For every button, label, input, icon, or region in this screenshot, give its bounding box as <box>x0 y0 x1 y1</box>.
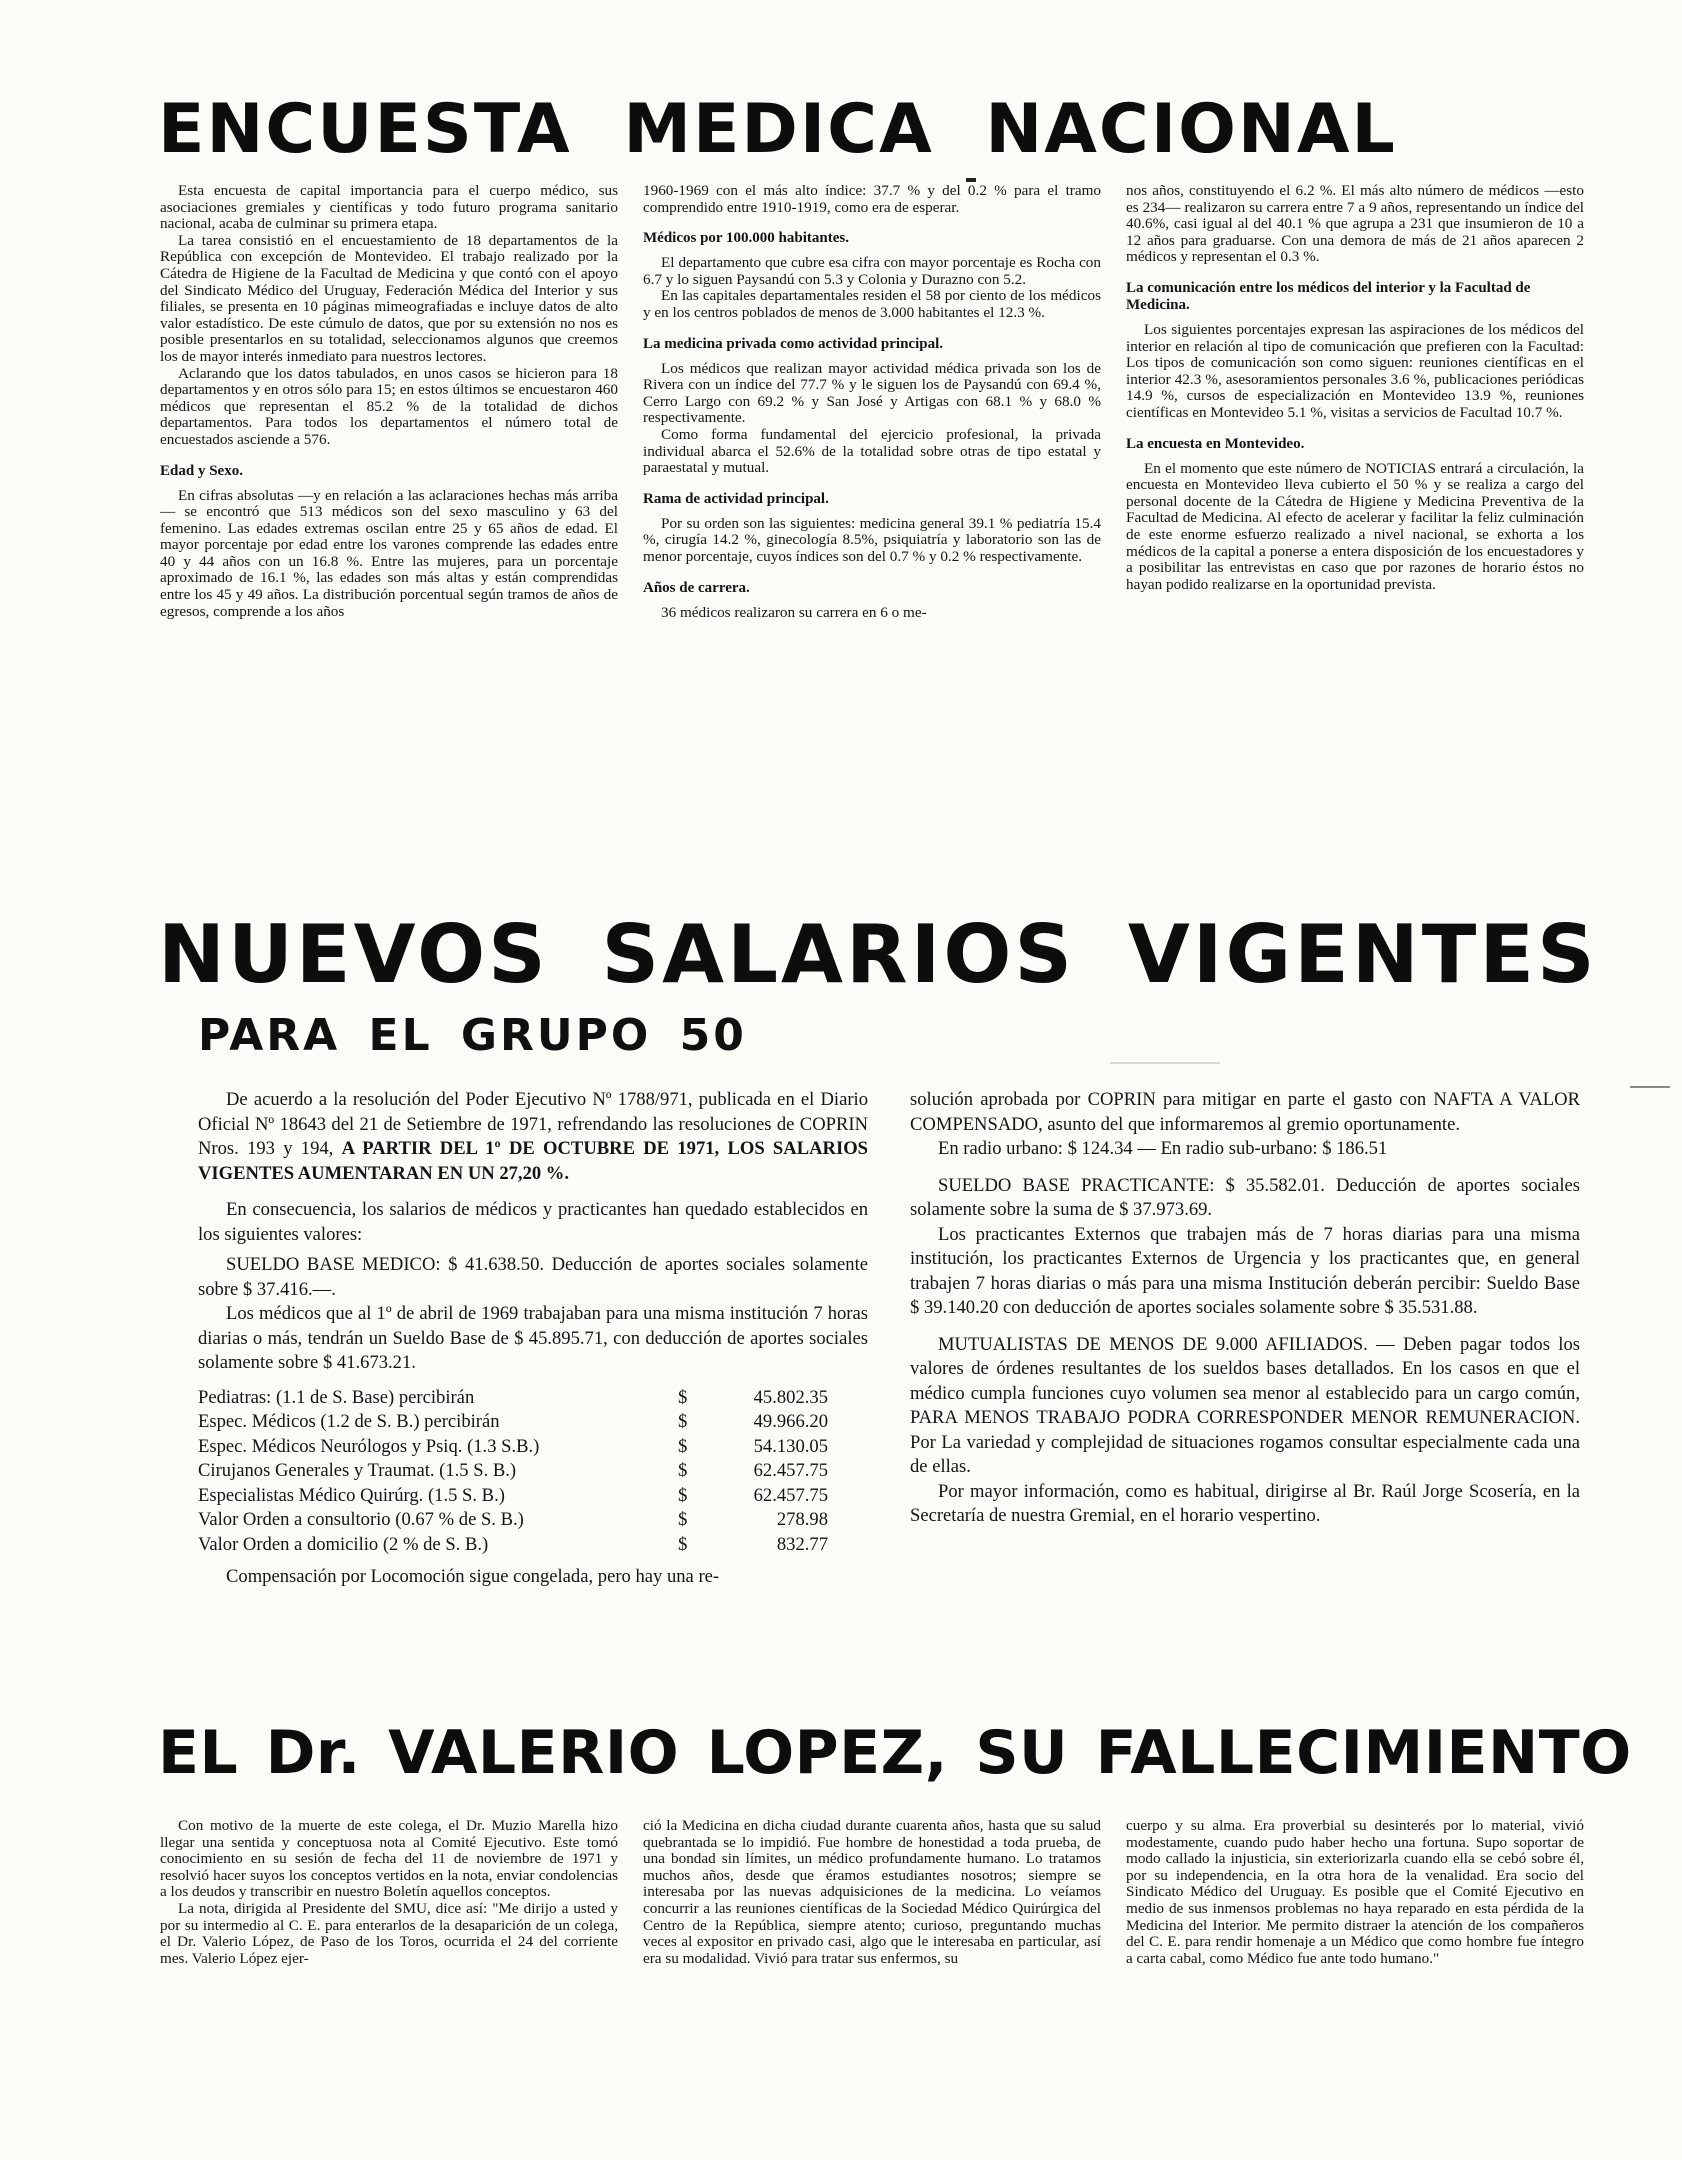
emphasized-text: A PARTIR DEL 1º DE OCTUBRE DE 1971, LOS SALARIOS VIGENTES AUMENTARAN EN UN 27,20 %. <box>198 1138 868 1184</box>
rate-amount: 278.98 <box>776 1509 828 1530</box>
paragraph: nos años, constituyendo el 6.2 %. El más alto número de médicos —esto es 234— realizaron su carrera entre 7 a 9 años, representando un índice del 40.6%, casi igual al del 40.1 % que agrupa a 231 que insumieron de 10 a 12 años para graduarse. Con una demora de más de 21 años aparecen 2 médicos y representan el 0.3 %. <box>1126 183 1584 266</box>
rate-label: Valor Orden a domicilio (2 % de S. B.) <box>198 1533 489 1555</box>
paragraph: Los practicantes Externos que trabajen más de 7 horas diarias para una misma institución, los practicantes Externos de Urgencia y los practicantes que, en general trabajen 7 horas diarias o más para una misma Institución deberán percibir: Sueldo Base $ 39.140.20 con deducción de aportes sociales solamente sobre $ 35.531.88. <box>910 1223 1580 1318</box>
rate-label: Especialistas Médico Quirúrg. (1.5 S. B.) <box>198 1484 505 1506</box>
currency-symbol: $ <box>678 1484 688 1506</box>
article-column <box>643 183 1101 833</box>
paragraph: cuerpo y su alma. Era proverbial su desinterés por lo material, vivió modestamente, cuando pudo haber hecho una fortuna. Supo soportar de modo callado la injusticia, sin exteriorizarla cuando ella se cebó sobre él, por su independencia, en la otra hora de la venalidad. Era socio del Sindicato Médico del Uruguay. Es posible que el Comité Ejecutivo en medio de sus inmensos problemas no haya reparado en esta pérdida de la Medicina del Interior. Me permito distraer la atención de los compañeros del C. E. para rendir homenaje a un Médico que como hombre fue íntegro a carta cabal, como Médico fue ante todo humano." <box>1126 1818 1584 1967</box>
paragraph: Aclarando que los datos tabulados, en unos casos se hicieron para 18 departamentos y en otros sólo para 15; en estos últimos se encuestaron 460 médicos que representan el 85.2 % de la totalidad de dichos departamentos. Para todos los departamentos el número total de encuestados asciende a 576. <box>160 364 618 448</box>
rate-amount: 832.77 <box>776 1533 828 1555</box>
article-column <box>643 1818 1101 2088</box>
salary-rate-row <box>198 1459 828 1484</box>
paragraph: En radio urbano: $ 124.34 — En radio sub-urbano: $ 186.51 <box>938 1138 1388 1159</box>
article-body-encuesta <box>160 183 1584 833</box>
paragraph: Con motivo de la muerte de este colega, el Dr. Muzio Marella hizo llegar una sentida y conceptuosa nota al Comité Ejecutivo. Este tomó conocimiento en su sesión de fecha del 11 de noviembre de 1971 y resolvió hacer suyos los conceptos vertidos en la nota, enviar condolencias a los deudos y transcribir en nuestro Boletín aquellos conceptos. <box>160 1818 618 1901</box>
article-headline-fallecimiento: EL Dr. VALERIO LOPEZ, SU FALLECIMIENTO <box>158 1718 1632 1788</box>
article-column-right <box>910 1088 1580 1668</box>
paragraph: Los médicos que al 1º de abril de 1969 trabajaban para una misma institución 7 horas diarias o más, tendrán un Sueldo Base de $ 45.895.71, con deducción de aportes sociales solamente sobre $ 41.673.21. <box>198 1303 868 1373</box>
salary-rate-row <box>198 1508 828 1533</box>
article-column <box>160 1818 618 2088</box>
print-smudge <box>1630 1086 1670 1088</box>
section-subheading: La encuesta en Montevideo. <box>1126 435 1305 452</box>
rate-label: Espec. Médicos Neurólogos y Psiq. (1.3 S.B.) <box>198 1435 540 1457</box>
article-body-salarios <box>198 1088 1580 1668</box>
article-column <box>160 183 618 833</box>
section-subheading: La comunicación entre los médicos del interior y la Facultad de Medicina. <box>1126 279 1531 313</box>
paragraph: 36 médicos realizaron su carrera en 6 o me- <box>661 603 927 621</box>
rate-amount: 45.802.35 <box>753 1386 828 1408</box>
salary-rate-row <box>198 1386 828 1411</box>
currency-symbol: $ <box>678 1411 688 1432</box>
paragraph: En consecuencia, los salarios de médicos y practicantes han quedado establecidos en los siguientes valores: <box>198 1199 868 1245</box>
article-column <box>1126 183 1584 833</box>
rate-label: Valor Orden a consultorio (0.67 % de S. B.) <box>198 1509 524 1530</box>
paragraph: SUELDO BASE MEDICO: $ 41.638.50. Deducción de aportes sociales solamente sobre $ 37.416.—. <box>198 1254 868 1300</box>
section-subheading: Médicos por 100.000 habitantes. <box>643 230 849 247</box>
paragraph: SUELDO BASE PRACTICANTE: $ 35.582.01. Deducción de aportes sociales solamente sobre la suma de $ 37.973.69. <box>910 1174 1580 1220</box>
paragraph: La nota, dirigida al Presidente del SMU, dice así: "Me dirijo a usted y por su intermedio al C. E. para enterarlos de la desaparición de un colega, el Dr. Valerio López, de Paso de los Toros, ocurrida el 24 del corriente mes. Valerio López ejer- <box>160 1899 618 1967</box>
paragraph <box>198 1088 868 1186</box>
salary-rate-row <box>198 1533 828 1558</box>
currency-symbol: $ <box>678 1533 688 1555</box>
salary-rate-row <box>198 1435 828 1460</box>
article-body-fallecimiento <box>160 1818 1584 2088</box>
rate-label: Cirujanos Generales y Traumat. (1.5 S. B.) <box>198 1460 517 1481</box>
currency-symbol: $ <box>678 1509 688 1530</box>
paragraph: solución aprobada por COPRIN para mitigar en parte el gasto con NAFTA A VALOR COMPENSADO, asunto del que informaremos al gremio oportunamente. <box>910 1089 1580 1135</box>
paragraph: ció la Medicina en dicha ciudad durante cuarenta años, hasta que su salud quebrantada se lo impidió. Fue hombre de honestidad a toda prueba, de una bondad sin límites, un médico profundamente humano. Lo tratamos muchos años, desde que éramos estudiantes nosotros; siempre se interesaba por las nuevas adquisiciones de la medicina. Lo veíamos concurrir a las reuniones científicas de la Sociedad Médico Quirúrgica del Centro de la República, siempre atento; curioso, preguntando muchas veces al expositor en privado casi, algo que le interesaba en particular, así era su modalidad. Vivió para tratar sus enfermos, su <box>643 1818 1101 1967</box>
paragraph: Los médicos que realizan mayor actividad médica privada son los de Rivera con un índice del 77.7 % y le siguen los de Paysandú con 69.4 %, Cerro Largo con 69.2 % y San José y Artigas con 68.1 % y 68.0 % respectivamente. <box>643 359 1101 427</box>
rate-amount: 62.457.75 <box>753 1484 828 1506</box>
salary-rate-row <box>198 1484 828 1509</box>
print-smudge <box>966 178 976 182</box>
rate-label: Espec. Médicos (1.2 de S. B.) percibirán <box>198 1411 500 1432</box>
article-headline-salarios: NUEVOS SALARIOS VIGENTES <box>158 908 1598 1001</box>
currency-symbol: $ <box>678 1435 688 1457</box>
article-headline-encuesta: ENCUESTA MEDICA NACIONAL <box>158 90 1397 169</box>
section-subheading: La medicina privada como actividad principal. <box>643 335 944 352</box>
paragraph: El departamento que cubre esa cifra con mayor porcentaje es Rocha con 6.7 y lo siguen Paysandú con 5.3 y Colonia y Durazno con 5.2. <box>643 254 1101 288</box>
paragraph: Por mayor información, como es habitual, dirigirse al Br. Raúl Jorge Scosería, en la Secretaría de nuestra Gremial, en el horario vespertino. <box>910 1480 1580 1526</box>
article-subheadline: PARA EL GRUPO 50 <box>198 1010 747 1061</box>
rate-amount: 62.457.75 <box>753 1460 828 1481</box>
section-subheading: Años de carrera. <box>643 579 750 596</box>
paragraph: Compensación por Locomoción sigue congelada, pero hay una re- <box>226 1566 720 1587</box>
currency-symbol: $ <box>678 1386 688 1408</box>
rate-amount: 54.130.05 <box>753 1435 828 1457</box>
paragraph: Por su orden son las siguientes: medicina general 39.1 % pediatría 15.4 %, cirugía 14.2 %, ginecología 8.5%, psiquiatría y laboratorio son las de menor porcentaje, cuyos índices son del 0.7 % y 0.2 % respectivamente. <box>643 514 1101 565</box>
section-subheading: Edad y Sexo. <box>160 462 243 479</box>
paragraph: La tarea consistió en el encuestamiento de 18 departamentos de la República con excepción de Montevideo. El trabajo realizado por la Cátedra de Higiene de la Facultad de Medicina y que contó con el apoyo del Sindicato Médico del Uruguay, Federación Médica del Interior y sus filiales, se presenta en 10 páginas mimeografiadas e incluye datos de alto valor estadístico. De este cúmulo de datos, que por su extensión no nos es posible presentarlos en su totalidad, seleccionamos algunos que creemos los de mayor interés inmediato para nuestros lectores. <box>160 231 618 365</box>
paragraph: En las capitales departamentales residen el 58 por ciento de los médicos y en los centros poblados de menos de 3.000 habitantes el 12.3 %. <box>643 287 1101 321</box>
paragraph-text: De acuerdo a la resolución del Poder Ejecutivo Nº 1788/971, publicada en el Diario Oficial Nº 18643 del 21 de Setiembre de 1971, refrendando las resoluciones de COPRIN Nros. 193 y 194, <box>198 1089 868 1159</box>
paragraph: Como forma fundamental del ejercicio profesional, la privada individual abarca el 52.6% de la totalidad sobre otras de tipo estatal y paraestatal y mutual. <box>643 425 1101 477</box>
paragraph: En el momento que este número de NOTICIAS entrará a circulación, la encuesta en Montevideo lleva cubierto el 50 % y se realiza a cargo del personal docente de la Cátedra de Higiene y Medicina Preventiva de la Facultad de Medicina. Al efecto de acelerar y facilitar la feliz culminación de este enorme esfuerzo realizado a nivel nacional, se exhorta a los médicos de la capital a ponerse a entera disposición de los encuestadores y a posibilitar las entrevistas en caso que por razones de horario éstos no hayan podido realizarse en la oportunidad prevista. <box>1126 459 1584 593</box>
paragraph: Esta encuesta de capital importancia para el cuerpo médico, sus asociaciones gremiales y científicas y todo futuro programa sanitario nacional, acaba de culminar su primera etapa. <box>160 183 618 233</box>
article-column <box>1126 1818 1584 2088</box>
section-subheading: Rama de actividad principal. <box>643 490 829 507</box>
paragraph: MUTUALISTAS DE MENOS DE 9.000 AFILIADOS. — Deben pagar todos los valores de órdenes resultantes de los sueldos bases detallados. En los casos en que el médico cumpla funciones cuyo volumen sea menor al establecido para un cargo común, PARA MENOS TRABAJO PODRA CORRESPONDER MENOR REMUNERACION. Por La variedad y complejidad de situaciones rogamos consultar especialmente cada una de ellas. <box>910 1333 1580 1477</box>
paragraph: 1960-1969 con el más alto índice: 37.7 % y del 0.2 % para el tramo comprendido entre 1910-1919, como era de esperar. <box>643 183 1101 216</box>
salary-rate-row <box>198 1410 828 1435</box>
currency-symbol: $ <box>678 1460 688 1481</box>
article-column-left <box>198 1088 868 1668</box>
paragraph: Los siguientes porcentajes expresan las aspiraciones de los médicos del interior en relación al tipo de comunicación que prefieren con la Facultad: Los tipos de comunicación son como siguen: reuniones científicas en el interior 42.3 %, asesoramientos personales 3.6 %, publicaciones periódicas 14.9 %, cursos de especialización en Montevideo 13.9 %, reuniones científicas en Montevideo 5.1 %, visitas a servicios de Facultad 10.7 %. <box>1126 320 1584 421</box>
rate-label: Pediatras: (1.1 de S. Base) percibirán <box>198 1386 475 1408</box>
rate-amount: 49.966.20 <box>753 1411 828 1432</box>
salary-rates-table <box>198 1386 828 1558</box>
paragraph: En cifras absolutas —y en relación a las aclaraciones hechas más arriba— se encontró que 513 médicos son del sexo masculino y 63 del femenino. Las edades extremas oscilan entre 25 y 65 años de edad. El mayor porcentaje por edad entre los varones comprende las edades entre 40 y 44 años con un 16.8 %. Entre las mujeres, para un porcentaje aproximado de 16.1 %, las edades son más altas y están comprendidas entre los 45 y 49 años. La distribución porcentual según tramos de años de egresos, comprende a los años <box>160 486 618 620</box>
print-smudge <box>1110 1062 1220 1064</box>
